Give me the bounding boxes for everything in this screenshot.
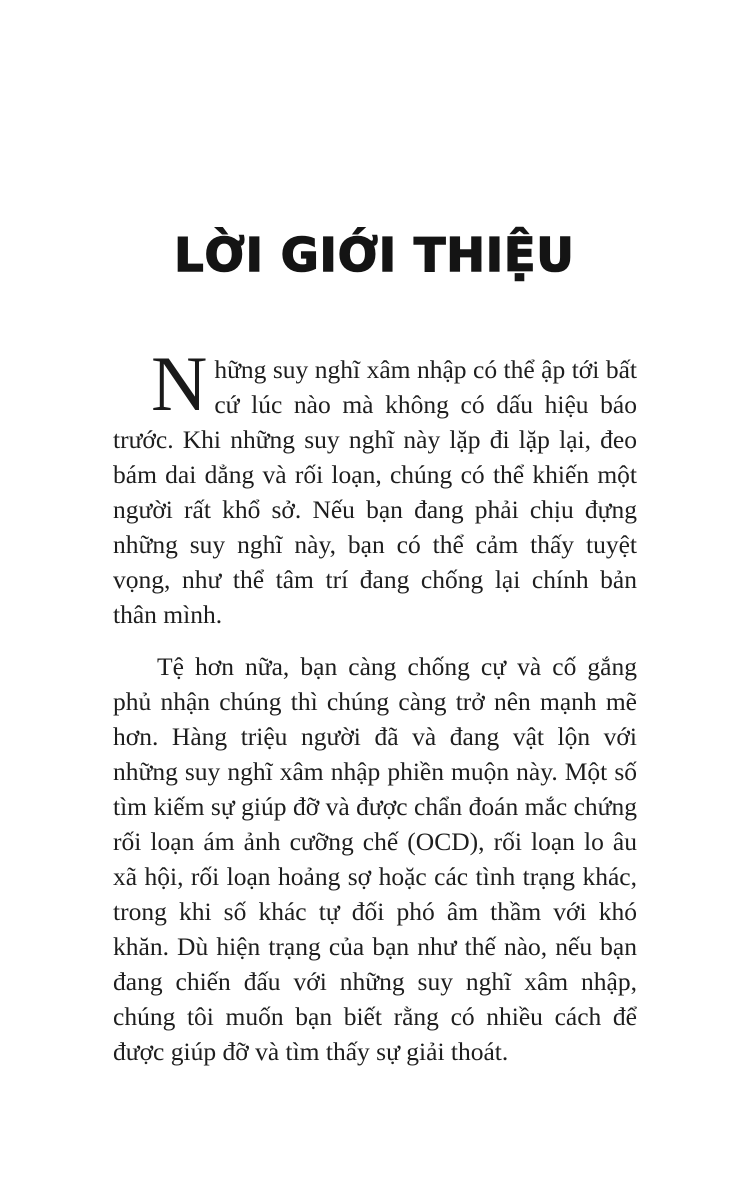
paragraph-1 <box>113 340 637 632</box>
paragraph-2: Tệ hơn nữa, bạn càng chống cự và cố gắng phủ nhận chúng thì chúng càng trở nên mạnh mẽ hơn. Hàng triệu người đã và đang vật lộn với những suy nghĩ xâm nhập phiền muộn này. Một số tìm kiếm sự giúp đỡ và được chẩn đoán mắc chứng rối loạn ám ảnh cưỡng chế (OCD), rối loạn lo âu xã hội, rối loạn hoảng sợ hoặc các tình trạng khác, trong khi số khác tự đối phó âm thầm với khó khăn. Dù hiện trạng của bạn như thế nào, nếu bạn đang chiến đấu với những suy nghĩ xâm nhập, chúng tôi muốn bạn biết rằng có nhiều cách để được giúp đỡ và tìm thấy sự giải thoát. <box>113 652 637 1066</box>
body-text <box>113 340 637 1069</box>
drop-cap-letter: N <box>151 340 208 427</box>
paragraph-1-text: hững suy nghĩ xâm nhập có thể ập tới bất cứ lúc nào mà không có dấu hiệu báo trước. Khi những suy nghĩ này lặp đi lặp lại, đeo bám dai dẳng và rối loạn, chúng có thể khiến một người rất khổ sở. Nếu bạn đang phải chịu đựng những suy nghĩ này, bạn có thể cảm thấy tuyệt vọng, như thể tâm trí đang chống lại chính bản thân mình. <box>113 355 637 629</box>
chapter-title: LỜI GIỚI THIỆU <box>174 228 575 282</box>
